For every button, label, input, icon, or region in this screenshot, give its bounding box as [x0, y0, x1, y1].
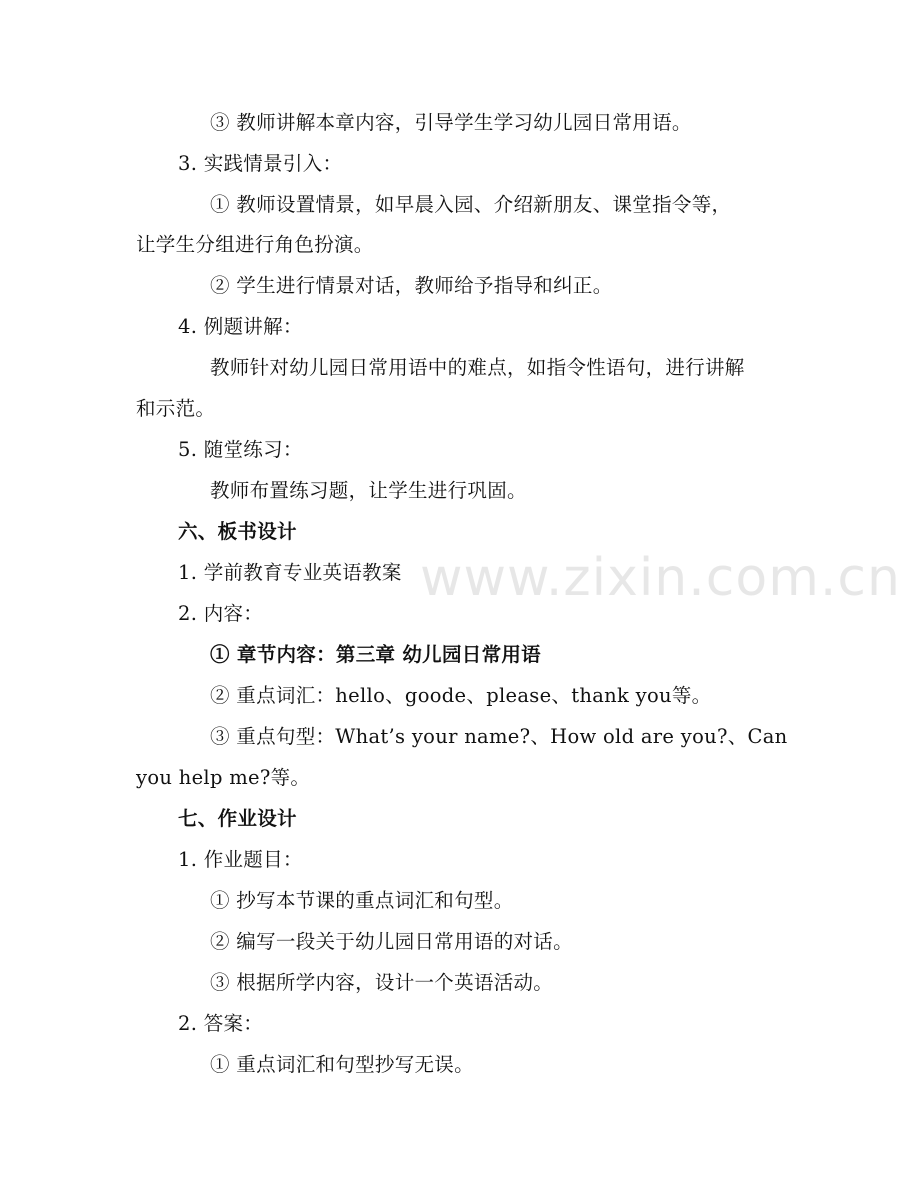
paragraph-line: 教师针对幼儿园日常用语中的难点，如指令性语句，进行讲解 [210, 356, 745, 379]
paragraph-line: 让学生分组进行角色扮演。 [136, 233, 374, 256]
paragraph-line: ① 抄写本节课的重点词汇和句型。 [210, 889, 514, 912]
paragraph-line: 教师布置练习题，让学生进行巩固。 [210, 479, 527, 502]
paragraph-line: ① 章节内容：第三章 幼儿园日常用语 [210, 643, 541, 666]
list-item-heading: 1. 作业题目： [178, 848, 303, 871]
paragraph-line: ② 学生进行情景对话，教师给予指导和纠正。 [210, 274, 613, 297]
list-item: 1. 学前教育专业英语教案 [178, 561, 402, 584]
paragraph-line: ② 编写一段关于幼儿园日常用语的对话。 [210, 930, 573, 953]
list-item-heading: 3. 实践情景引入： [178, 152, 343, 175]
paragraph-line: you help me?等。 [136, 766, 311, 789]
list-item-heading: 4. 例题讲解： [178, 315, 303, 338]
paragraph-line: ② 重点词汇：hello、goode、please、thank you等。 [210, 684, 712, 707]
paragraph-line: 和示范。 [136, 397, 216, 420]
paragraph-line: ① 重点词汇和句型抄写无误。 [210, 1053, 474, 1076]
section-heading: 七、作业设计 [178, 807, 297, 830]
paragraph-line: ③ 重点句型：What’s your name?、How old are you?、Can [210, 725, 788, 748]
paragraph-line: ① 教师设置情景，如早晨入园、介绍新朋友、课堂指令等， [210, 193, 732, 216]
list-item-heading: 2. 内容： [178, 602, 264, 625]
list-item-heading: 5. 随堂练习： [178, 438, 303, 461]
section-heading: 六、板书设计 [178, 520, 297, 543]
paragraph-line: ③ 教师讲解本章内容，引导学生学习幼儿园日常用语。 [210, 111, 692, 134]
paragraph-line: ③ 根据所学内容，设计一个英语活动。 [210, 971, 554, 994]
list-item-heading: 2. 答案： [178, 1012, 264, 1035]
watermark: www.zixin.com.cn [420, 548, 901, 608]
